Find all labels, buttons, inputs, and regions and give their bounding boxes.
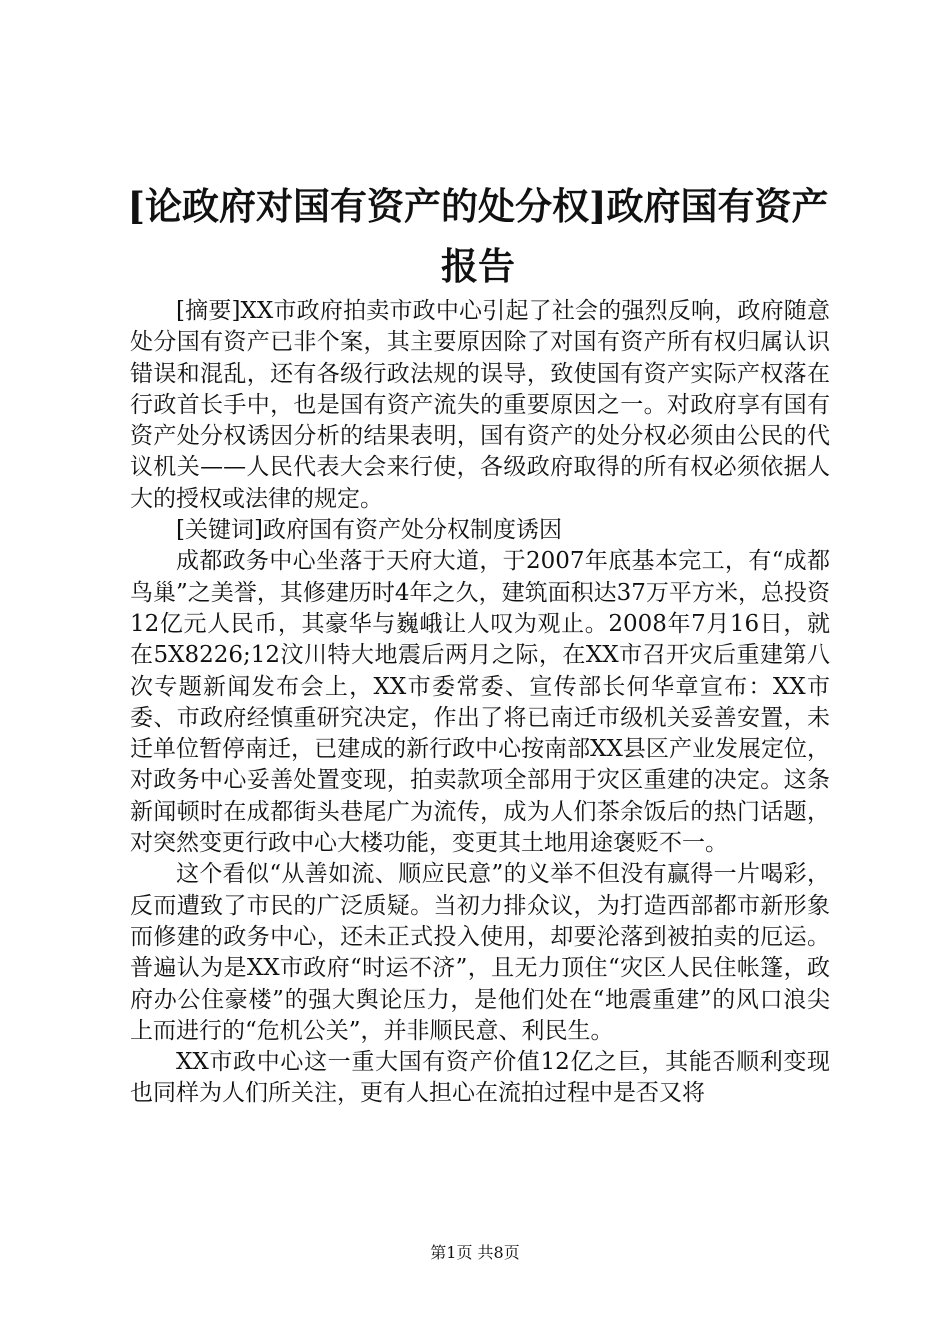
body-paragraph: 这个看似“从善如流、顺应民意”的义举不但没有赢得一片喝彩，反而遭致了市民的广泛质疑。当初力排众议，为打造西部都市新形象而修建的政务中心，还未正式投入使用，却要沦落到被拍卖的厄运。普遍认为是XX市政府“时运不济”，且无力顶住“灾区人民住帐篷，政府办公住豪楼”的强大舆论压力，是他们处在“地震重建”的风口浪尖上而进行的“危机公关”，并非顺民意、利民生。 [130,861,830,1044]
document-title: [论政府对国有资产的处分权]政府国有资产报告 [127,184,829,288]
body-paragraph: 成都政务中心坐落于天府大道，于2007年底基本完工，有“成都鸟巢”之美誉，其修建历时4年之久，建筑面积达37万平方米，总投资12亿元人民币，其豪华与巍峨让人叹为观止。2008年7月16日，就在5X8226;12汶川特大地震后两月之际，在XX市召开灾后重建第八次专题新闻发布会上，XX市委常委、宣传部长何华章宣布：XX市委、市政府经慎重研究决定，作出了将已南迁市级机关妥善安置，未迁单位暂停南迁，已建成的新行政中心按南部XX县区产业发展定位，对政务中心妥善处置变现，拍卖款项全部用于灾区重建的决定。这条新闻顿时在成都街头巷尾广为流传，成为人们茶余饭后的热门话题，对突然变更行政中心大楼功能，变更其土地用途褒贬不一。 [130,548,830,857]
page-footer: 第1页 共8页 [430,1243,520,1262]
keywords-paragraph: [关键词]政府国有资产处分权制度诱因 [176,517,562,544]
abstract-paragraph: [摘要]XX市政府拍卖市政中心引起了社会的强烈反响，政府随意处分国有资产已非个案，其主要原因除了对国有资产所有权归属认识错误和混乱，还有各级行政法规的误导，致使国有资产实际产权落在行政首长手中，也是国有资产流失的重要原因之一。对政府享有国有资产处分权诱因分析的结果表明，国有资产的处分权必须由公民的代议机关——人民代表大会来行使，各级政府取得的所有权必须依据人大的授权或法律的规定。 [130,298,830,512]
document-body [130,296,830,1110]
body-paragraph: XX市政中心这一重大国有资产价值12亿之巨，其能否顺利变现也同样为人们所关注，更有人担心在流拍过程中是否又将 [130,1049,830,1107]
